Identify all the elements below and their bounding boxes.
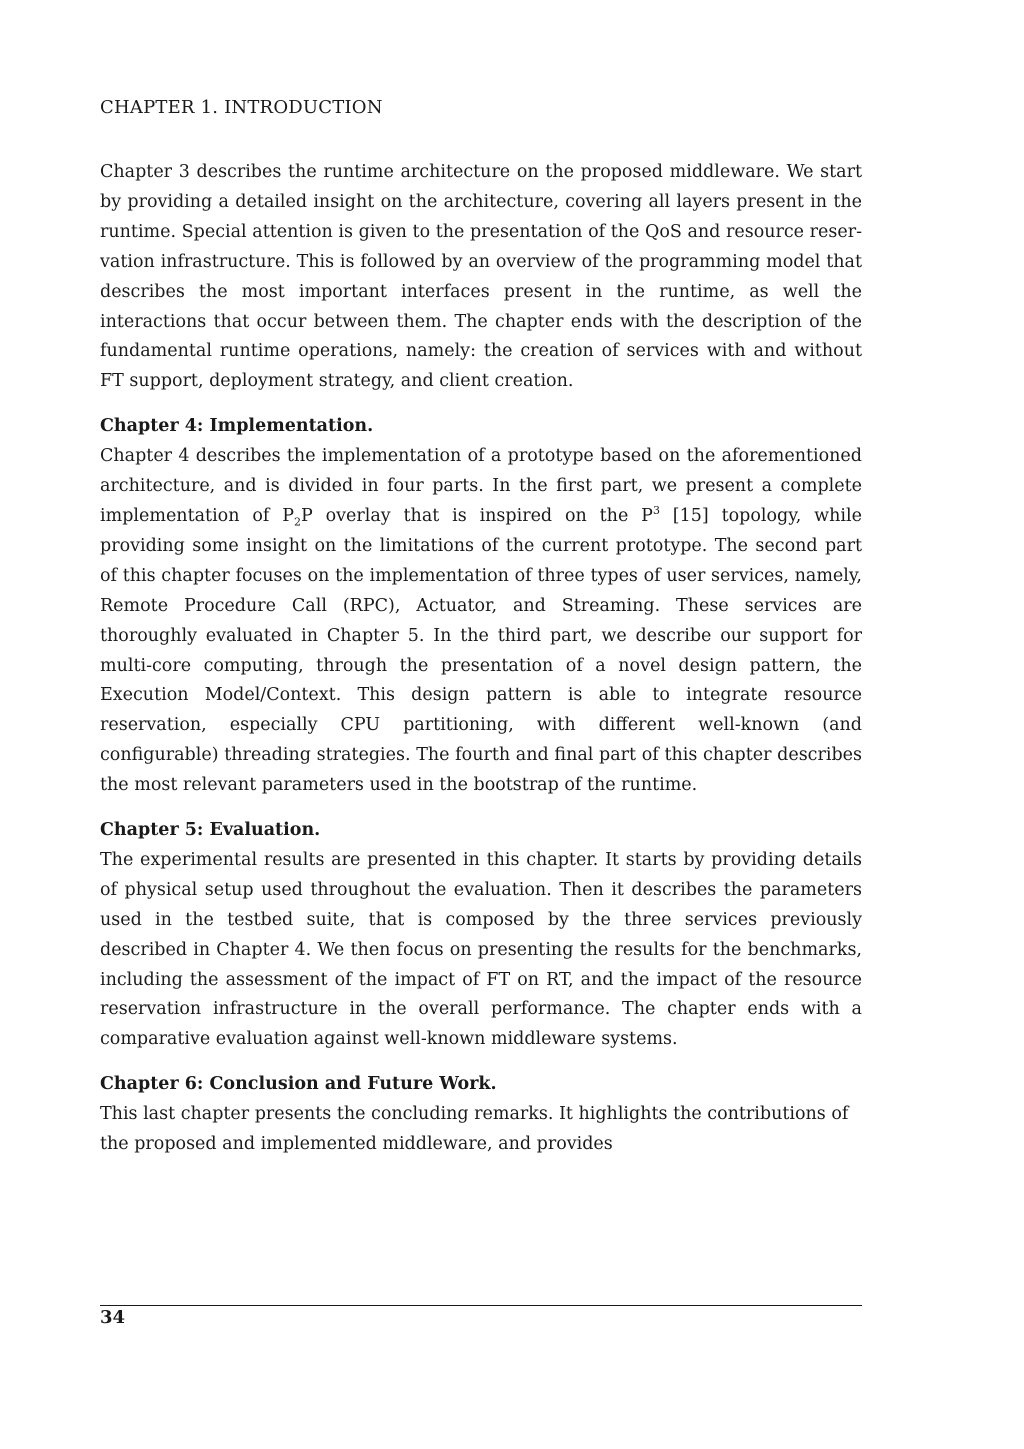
chapter-4-text-part1: Chapter 4 describes the implementation of a prototype based on the aforementioned architecture, and is divided in four parts. In the first part, we present a complete implementation of P	[100, 446, 862, 526]
paragraph-chapter-6: This last chapter presents the concluding remarks. It highlights the contributions of the proposed and implemented middleware, and provides	[100, 1104, 849, 1155]
section-chapter-4	[100, 412, 862, 801]
body-text	[100, 158, 862, 1160]
section-heading-chapter-6: Chapter 6: Conclusion and Future Work.	[100, 1074, 497, 1095]
chapter-4-text-part3: [15] topology, while providing some insight on the limitations of the current prototype. The second part of this chapter focuses on the implementation of three types of user services, namely, Remote Procedure Call (RPC), Actuator, and Streaming. These services are thoroughly evaluated in Chapter 5. In the third part, we describe our support for multi-core computing, through the presentation of a novel design pattern, the Execution Model/Context. This design pattern is able to integrate resource reservation, especially CPU partitioning, with different well-known (and configurable) threading strategies. The fourth and final part of this chapter describes the most relevant parameters used in the bootstrap of the runtime.	[100, 505, 862, 796]
document-page	[100, 0, 862, 1449]
section-chapter-6	[100, 1070, 862, 1160]
p2p-subscript: 2	[293, 515, 301, 529]
page-number: 34	[100, 1307, 126, 1328]
intro-paragraph: Chapter 3 describes the runtime architecture on the proposed middleware. We start by providing a detailed insight on the architecture, covering all layers present in the runtime. Special attention is given to the presentation of the QoS and resource reservation infrastructure. This is followed by an overview of the programming model that describes the most important interfaces present in the runtime, as well the interactions that occur between them. The chapter ends with the description of the fundamental runtime operations, namely: the creation of services with and without FT support, deployment strategy, and client creation.	[100, 162, 862, 392]
p3-superscript: 3	[652, 504, 660, 518]
section-heading-chapter-5: Chapter 5: Evaluation.	[100, 820, 321, 841]
section-chapter-5	[100, 816, 862, 1055]
running-head: CHAPTER 1. INTRODUCTION	[100, 97, 383, 118]
paragraph-chapter-5: The experimental results are presented in this chapter. It starts by providing details of physical setup used throughout the evaluation. Then it describes the parameters used in the testbed suite, that is composed by the three services previously described in Chapter 4. We then focus on presenting the results for the benchmarks, including the assessment of the impact of FT on RT, and the impact of the resource reservation infrastructure in the overall performance. The chapter ends with a comparative evaluation against well-known middleware systems.	[100, 849, 862, 1050]
footer-rule	[100, 1305, 862, 1306]
chapter-4-text-part2: P overlay that is inspired on the P	[300, 505, 653, 526]
paragraph-chapter-4	[100, 442, 862, 801]
section-heading-chapter-4: Chapter 4: Implementation.	[100, 416, 374, 437]
